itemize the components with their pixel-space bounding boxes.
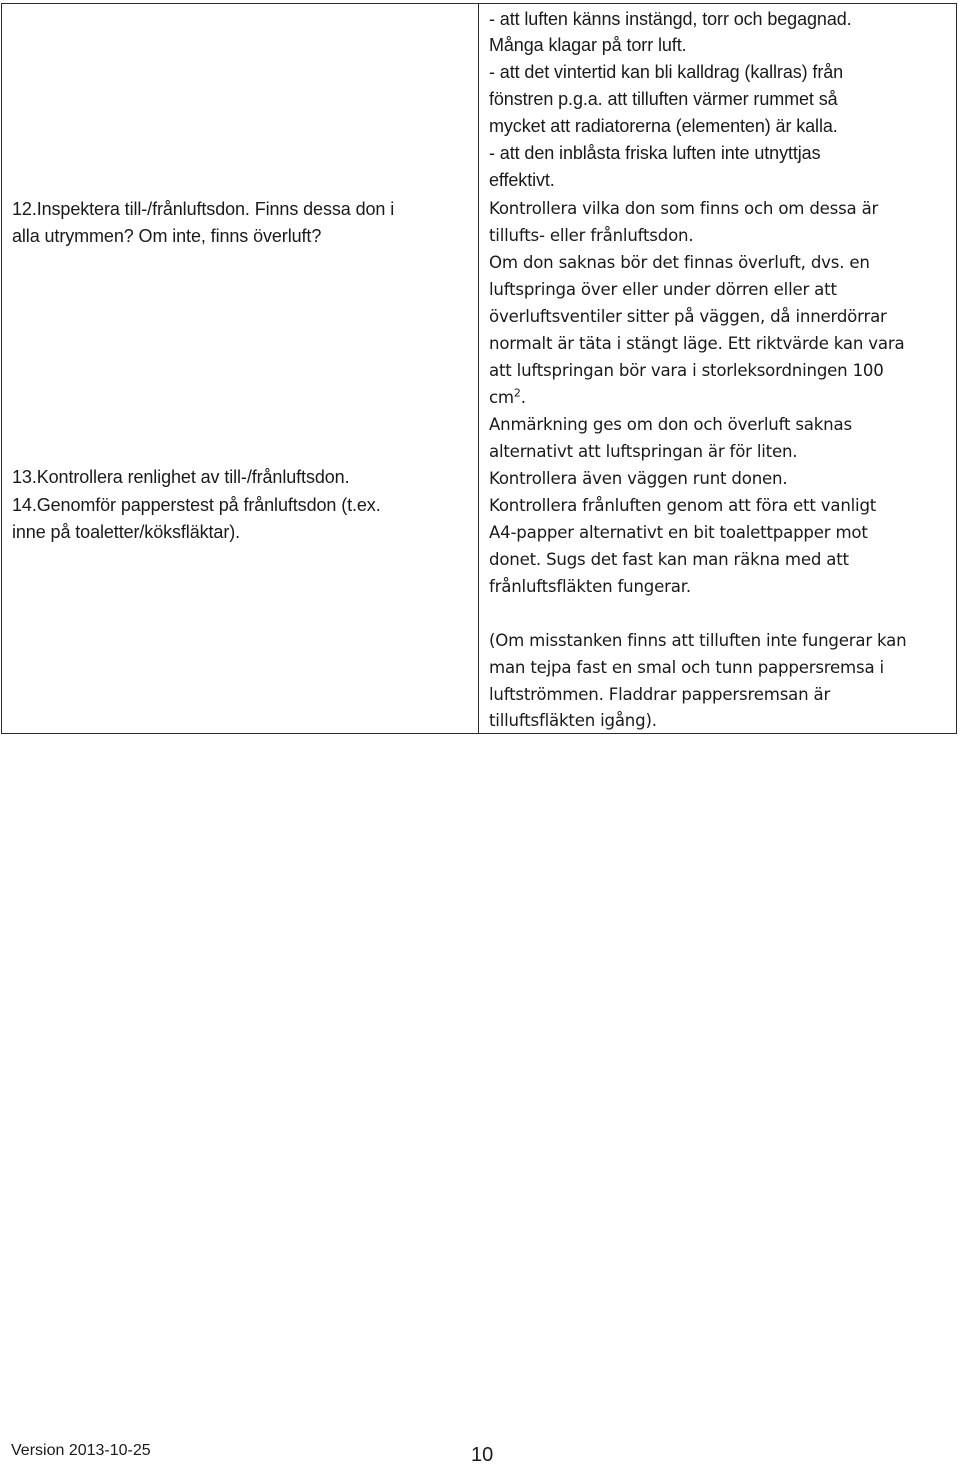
item-14-answer-line-4: frånluftsfläkten fungerar. — [489, 577, 691, 596]
item-12-question-line-1: 12.Inspektera till-/frånluftsdon. Finns dessa don i — [12, 199, 395, 219]
item-14-answer-line-1: Kontrollera frånluften genom att föra ett vanligt — [489, 496, 877, 515]
item-12-note-line-2: alternativt att luftspringan är för liten. — [489, 442, 798, 461]
item-14-extra-line-4: tilluftsfläkten igång). — [489, 711, 657, 730]
intro-line-3: - att det vintertid kan bli kalldrag (kallras) från — [489, 62, 844, 82]
footer-version: Version 2013-10-25 — [11, 1442, 151, 1459]
unit-text: cm — [489, 388, 514, 407]
item-14-question-line-1: 14.Genomför papperstest på frånluftsdon (t.ex. — [12, 495, 381, 515]
unit-period: . — [520, 388, 526, 407]
column-divider — [478, 3, 479, 734]
item-14-answer-line-3: donet. Sugs det fast kan man räkna med att — [489, 550, 849, 569]
unit-exponent: 2 — [513, 386, 521, 400]
item-12-question-line-2: alla utrymmen? Om inte, finns överluft? — [12, 226, 322, 246]
item-14-extra-line-3: luftströmmen. Fladdrar pappersremsan är — [489, 685, 831, 704]
item-12-answer-line-3: Om don saknas bör det finnas överluft, dvs. en — [489, 253, 870, 272]
item-12-answer-line-4: luftspringa över eller under dörren eller att — [489, 280, 837, 299]
item-12-note-line-1: Anmärkning ges om don och överluft saknas — [489, 415, 852, 434]
page-number: 10 — [471, 1444, 494, 1466]
item-12-answer-line-7: att luftspringan bör vara i storleksordningen 100 — [489, 361, 884, 380]
intro-line-5: mycket att radiatorerna (elementen) är kalla. — [489, 116, 838, 136]
intro-line-1: - att luften känns instängd, torr och begagnad. — [489, 9, 852, 29]
item-13-answer: Kontrollera även väggen runt donen. — [489, 469, 788, 488]
item-14-answer-line-2: A4-papper alternativt en bit toalettpapper mot — [489, 523, 868, 542]
intro-line-4: fönstren p.g.a. att tilluften värmer rummet så — [489, 89, 838, 109]
intro-line-2: Många klagar på torr luft. — [489, 35, 687, 55]
intro-line-7: effektivt. — [489, 170, 555, 190]
item-14-extra-line-1: (Om misstanken finns att tilluften inte fungerar kan — [489, 631, 907, 650]
item-12-answer-unit — [489, 384, 526, 411]
item-12-answer-line-1: Kontrollera vilka don som finns och om dessa är — [489, 199, 879, 218]
item-12-answer-line-5: överluftsventiler sitter på väggen, då innerdörrar — [489, 307, 887, 326]
intro-line-6: - att den inblåsta friska luften inte utnyttjas — [489, 143, 821, 163]
item-14-extra-line-2: man tejpa fast en smal och tunn pappersremsa i — [489, 658, 884, 677]
item-13-question: 13.Kontrollera renlighet av till-/frånluftsdon. — [12, 467, 350, 487]
item-12-answer-line-6: normalt är täta i stängt läge. Ett riktvärde kan vara — [489, 334, 905, 353]
item-12-answer-line-2: tillufts- eller frånluftsdon. — [489, 226, 694, 245]
item-14-question-line-2: inne på toaletter/köksfläktar). — [12, 522, 241, 542]
